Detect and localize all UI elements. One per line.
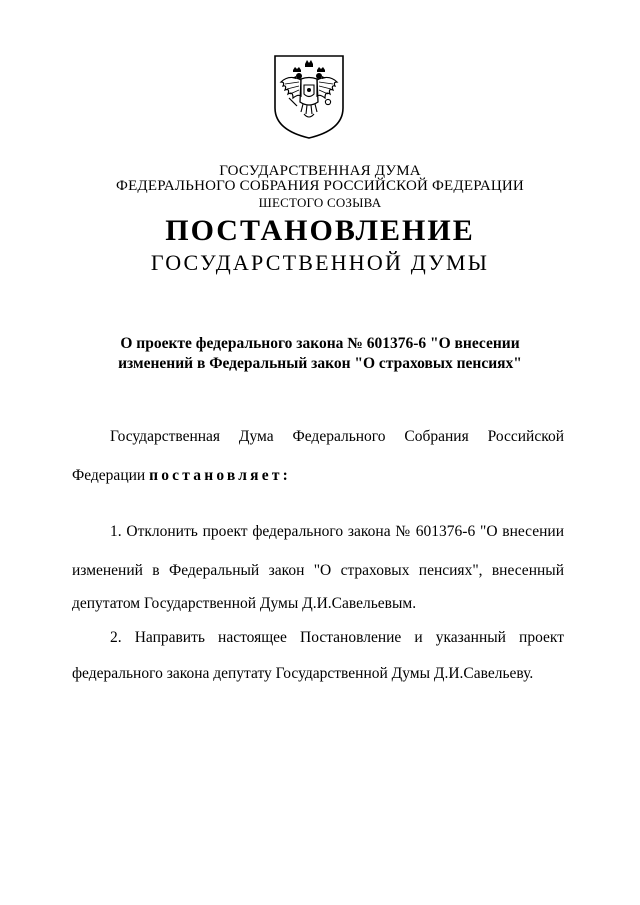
preamble-line-1-text: Государственная Дума Федерального Собрания Российской xyxy=(110,428,564,445)
item-1-line-3: депутатом Государственной Думы Д.И.Савельевым. xyxy=(72,595,417,612)
russian-coat-of-arms-icon xyxy=(271,52,347,140)
item-1-line-2: изменений в Федеральный закон "О страховых пенсиях", внесенный xyxy=(72,562,564,579)
subject-line-2: изменений в Федеральный закон "О страховых пенсиях" xyxy=(118,355,522,372)
preamble-line-2 xyxy=(72,466,564,486)
subject-line-1: О проекте федерального закона № 601376-6 "О внесении xyxy=(120,335,520,352)
document-issuer-title: ГОСУДАРСТВЕННОЙ ДУМЫ xyxy=(150,250,490,275)
item-2-line-1: 2. Направить настоящее Постановление и указанный проект xyxy=(110,629,564,646)
preamble-line-1 xyxy=(72,427,564,447)
document-type-title: ПОСТАНОВЛЕНИЕ xyxy=(165,214,475,247)
preamble-resolves-verb: постановляет: xyxy=(149,467,291,484)
item-1-line-1: 1. Отклонить проект федерального закона № 601376-6 "О внесении xyxy=(110,523,564,540)
item-2-line-2: федерального закона депутату Государственной Думы Д.И.Савельеву. xyxy=(72,665,534,682)
org-name-line-2: ФЕДЕРАЛЬНОГО СОБРАНИЯ РОССИЙСКОЙ ФЕДЕРАЦИИ xyxy=(116,178,524,194)
convocation-line: ШЕСТОГО СОЗЫВА xyxy=(258,195,382,210)
org-name-line-1: ГОСУДАРСТВЕННАЯ ДУМА xyxy=(219,163,421,179)
preamble-prefix: Федерации xyxy=(72,467,146,484)
